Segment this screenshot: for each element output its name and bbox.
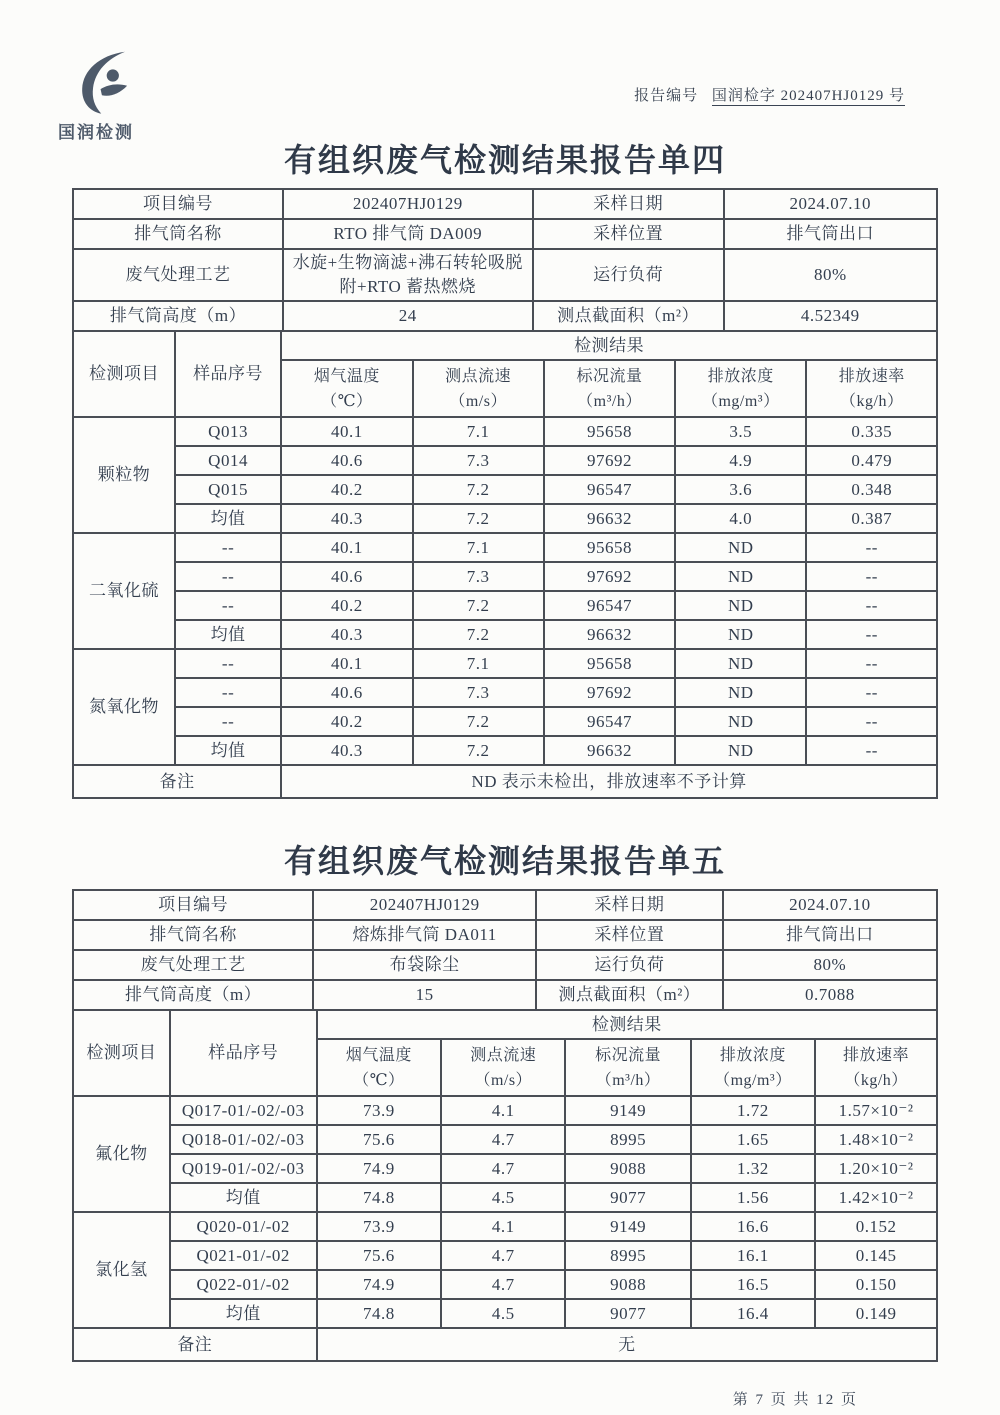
value-cell: ND bbox=[675, 649, 806, 678]
sample-cell: -- bbox=[175, 533, 281, 562]
value-cell: -- bbox=[806, 736, 937, 765]
value-cell: 9077 bbox=[565, 1183, 690, 1212]
value-cell: 40.2 bbox=[281, 475, 412, 504]
info-label-cell: 排气筒高度（m） bbox=[73, 301, 283, 331]
item-header-cell: 检测项目 bbox=[73, 1010, 170, 1096]
value-cell: 1.20×10⁻² bbox=[815, 1154, 937, 1183]
data-row bbox=[73, 475, 937, 504]
value-cell: ND bbox=[675, 562, 806, 591]
info-row bbox=[73, 920, 937, 950]
report-title: 有组织废气检测结果报告单五 bbox=[283, 843, 726, 879]
pollutant-cell: 二氧化硫 bbox=[73, 533, 175, 649]
value-cell: 1.72 bbox=[691, 1096, 815, 1125]
report-info-table bbox=[72, 188, 938, 332]
value-cell: 16.6 bbox=[691, 1212, 815, 1241]
data-row bbox=[73, 649, 937, 678]
value-cell: 16.4 bbox=[691, 1299, 815, 1328]
info-label-cell: 运行负荷 bbox=[536, 950, 723, 980]
column-header-cell: 排放浓度 （mg/m³） bbox=[675, 360, 806, 417]
value-cell: 40.1 bbox=[281, 649, 412, 678]
value-cell: 7.3 bbox=[413, 562, 544, 591]
sample-cell: 均值 bbox=[175, 504, 281, 533]
data-row bbox=[73, 1299, 937, 1328]
value-cell: 73.9 bbox=[317, 1096, 441, 1125]
sample-cell: -- bbox=[175, 562, 281, 591]
value-cell: 4.7 bbox=[441, 1270, 565, 1299]
value-cell: 4.5 bbox=[441, 1299, 565, 1328]
value-cell: -- bbox=[806, 533, 937, 562]
value-cell: -- bbox=[806, 707, 937, 736]
value-cell: -- bbox=[806, 562, 937, 591]
sample-cell: 均值 bbox=[170, 1299, 317, 1328]
value-cell: 0.387 bbox=[806, 504, 937, 533]
info-label-cell: 采样日期 bbox=[533, 189, 724, 219]
value-cell: 97692 bbox=[544, 678, 675, 707]
data-row bbox=[73, 620, 937, 649]
info-row bbox=[73, 980, 937, 1010]
report-number-label: 报告编号 bbox=[634, 88, 699, 104]
results-group-header-cell: 检测结果 bbox=[317, 1010, 937, 1039]
value-cell: -- bbox=[806, 678, 937, 707]
sample-cell: 均值 bbox=[175, 620, 281, 649]
value-cell: 1.57×10⁻² bbox=[815, 1096, 937, 1125]
info-value-cell: 排气筒出口 bbox=[723, 920, 937, 950]
logo-text: 国润检测 bbox=[58, 123, 134, 142]
pollutant-cell: 氯化氢 bbox=[73, 1212, 170, 1328]
info-label-cell: 项目编号 bbox=[73, 189, 283, 219]
info-label-cell: 排气筒名称 bbox=[73, 920, 313, 950]
value-cell: 7.1 bbox=[413, 533, 544, 562]
value-cell: 96632 bbox=[544, 736, 675, 765]
info-value-cell: 80% bbox=[723, 950, 937, 980]
value-cell: 1.65 bbox=[691, 1125, 815, 1154]
info-value-cell: 15 bbox=[313, 980, 536, 1010]
value-cell: 0.479 bbox=[806, 446, 937, 475]
value-cell: 0.348 bbox=[806, 475, 937, 504]
note-row bbox=[73, 1328, 937, 1361]
info-value-cell: 排气筒出口 bbox=[724, 219, 937, 249]
value-cell: 9077 bbox=[565, 1299, 690, 1328]
info-label-cell: 废气处理工艺 bbox=[73, 950, 313, 980]
sample-cell: -- bbox=[175, 707, 281, 736]
value-cell: 1.48×10⁻² bbox=[815, 1125, 937, 1154]
data-row bbox=[73, 736, 937, 765]
pollutant-cell: 氮氧化物 bbox=[73, 649, 175, 765]
value-cell: 40.3 bbox=[281, 620, 412, 649]
info-row bbox=[73, 189, 937, 219]
info-value-cell: RTO 排气筒 DA009 bbox=[283, 219, 533, 249]
value-cell: 96547 bbox=[544, 475, 675, 504]
data-row bbox=[73, 1125, 937, 1154]
info-label-cell: 排气筒高度（m） bbox=[73, 980, 313, 1010]
value-cell: 74.8 bbox=[317, 1299, 441, 1328]
sample-cell: Q021-01/-02 bbox=[170, 1241, 317, 1270]
value-cell: 95658 bbox=[544, 649, 675, 678]
info-label-cell: 采样位置 bbox=[533, 219, 724, 249]
info-label-cell: 采样日期 bbox=[536, 890, 723, 920]
column-header-cell: 烟气温度 （℃） bbox=[281, 360, 412, 417]
value-cell: 9088 bbox=[565, 1154, 690, 1183]
value-cell: 7.2 bbox=[413, 591, 544, 620]
column-header-cell: 标况流量 （m³/h） bbox=[544, 360, 675, 417]
sample-cell: Q013 bbox=[175, 417, 281, 446]
column-header-cell: 测点流速 （m/s） bbox=[441, 1039, 565, 1096]
value-cell: 4.1 bbox=[441, 1212, 565, 1241]
report-number-line bbox=[634, 84, 905, 105]
value-cell: 4.0 bbox=[675, 504, 806, 533]
page-number: 第 7 页 共 12 页 bbox=[732, 1392, 858, 1408]
data-row bbox=[73, 446, 937, 475]
report-info-table bbox=[72, 889, 938, 1011]
logo-swoosh-icon bbox=[72, 50, 140, 116]
value-cell: ND bbox=[675, 736, 806, 765]
value-cell: 4.7 bbox=[441, 1154, 565, 1183]
value-cell: 40.6 bbox=[281, 446, 412, 475]
value-cell: 0.149 bbox=[815, 1299, 937, 1328]
info-value-cell: 202407HJ0129 bbox=[313, 890, 536, 920]
value-cell: 7.2 bbox=[413, 707, 544, 736]
info-value-cell: 水旋+生物滴滤+沸石转轮吸脱附+RTO 蓄热燃烧 bbox=[283, 249, 533, 301]
sample-cell: Q017-01/-02/-03 bbox=[170, 1096, 317, 1125]
value-cell: 40.1 bbox=[281, 533, 412, 562]
value-cell: 40.1 bbox=[281, 417, 412, 446]
note-label-cell: 备注 bbox=[73, 765, 281, 798]
info-value-cell: 4.52349 bbox=[724, 301, 937, 331]
company-logo bbox=[58, 50, 188, 143]
value-cell: ND bbox=[675, 707, 806, 736]
info-label-cell: 废气处理工艺 bbox=[73, 249, 283, 301]
column-header-cell: 标况流量 （m³/h） bbox=[565, 1039, 690, 1096]
report-title: 有组织废气检测结果报告单四 bbox=[283, 142, 726, 178]
value-cell: 73.9 bbox=[317, 1212, 441, 1241]
info-value-cell: 80% bbox=[724, 249, 937, 301]
info-row bbox=[73, 950, 937, 980]
value-cell: 96547 bbox=[544, 707, 675, 736]
value-cell: 96632 bbox=[544, 504, 675, 533]
value-cell: ND bbox=[675, 591, 806, 620]
report-results-table bbox=[72, 330, 938, 799]
info-value-cell: 202407HJ0129 bbox=[283, 189, 533, 219]
info-label-cell: 测点截面积（m²） bbox=[533, 301, 724, 331]
data-row bbox=[73, 1270, 937, 1299]
value-cell: 7.2 bbox=[413, 620, 544, 649]
info-label-cell: 排气筒名称 bbox=[73, 219, 283, 249]
value-cell: 8995 bbox=[565, 1241, 690, 1270]
data-row bbox=[73, 1241, 937, 1270]
pollutant-cell: 颗粒物 bbox=[73, 417, 175, 533]
value-cell: 74.9 bbox=[317, 1270, 441, 1299]
pollutant-cell: 氟化物 bbox=[73, 1096, 170, 1212]
value-cell: 40.6 bbox=[281, 678, 412, 707]
value-cell: 40.3 bbox=[281, 736, 412, 765]
sample-header-cell: 样品序号 bbox=[170, 1010, 317, 1096]
data-row bbox=[73, 678, 937, 707]
value-cell: 1.32 bbox=[691, 1154, 815, 1183]
report-results-table bbox=[72, 1009, 938, 1362]
value-cell: 7.2 bbox=[413, 475, 544, 504]
column-header-cell: 排放浓度 （mg/m³） bbox=[691, 1039, 815, 1096]
sample-cell: -- bbox=[175, 678, 281, 707]
data-row bbox=[73, 591, 937, 620]
report-sheet-4 bbox=[72, 0, 938, 799]
info-label-cell: 采样位置 bbox=[536, 920, 723, 950]
column-header-cell: 排放速率 （kg/h） bbox=[815, 1039, 937, 1096]
value-cell: 16.1 bbox=[691, 1241, 815, 1270]
value-cell: 4.9 bbox=[675, 446, 806, 475]
sample-cell: Q018-01/-02/-03 bbox=[170, 1125, 317, 1154]
value-cell: 40.3 bbox=[281, 504, 412, 533]
value-cell: 7.2 bbox=[413, 736, 544, 765]
sample-cell: Q014 bbox=[175, 446, 281, 475]
info-value-cell: 2024.07.10 bbox=[724, 189, 937, 219]
value-cell: 0.145 bbox=[815, 1241, 937, 1270]
column-header-cell: 测点流速 （m/s） bbox=[413, 360, 544, 417]
value-cell: ND bbox=[675, 533, 806, 562]
value-cell: 74.8 bbox=[317, 1183, 441, 1212]
info-value-cell: 2024.07.10 bbox=[723, 890, 937, 920]
sample-cell: Q022-01/-02 bbox=[170, 1270, 317, 1299]
value-cell: 74.9 bbox=[317, 1154, 441, 1183]
sample-cell: -- bbox=[175, 591, 281, 620]
sample-cell: Q020-01/-02 bbox=[170, 1212, 317, 1241]
data-row bbox=[73, 1212, 937, 1241]
info-value-cell: 24 bbox=[283, 301, 533, 331]
value-cell: 95658 bbox=[544, 533, 675, 562]
value-cell: 7.3 bbox=[413, 678, 544, 707]
data-row bbox=[73, 533, 937, 562]
value-cell: 7.1 bbox=[413, 649, 544, 678]
report-sheet-5 bbox=[72, 799, 938, 1362]
value-cell: 3.6 bbox=[675, 475, 806, 504]
note-value-cell: ND 表示未检出，排放速率不予计算 bbox=[281, 765, 937, 798]
value-cell: 4.7 bbox=[441, 1125, 565, 1154]
value-cell: 96547 bbox=[544, 591, 675, 620]
value-cell: -- bbox=[806, 620, 937, 649]
value-cell: 4.7 bbox=[441, 1241, 565, 1270]
sample-cell: 均值 bbox=[170, 1183, 317, 1212]
value-cell: 75.6 bbox=[317, 1125, 441, 1154]
value-cell: 40.2 bbox=[281, 591, 412, 620]
column-header-cell: 排放速率 （kg/h） bbox=[806, 360, 937, 417]
data-row bbox=[73, 707, 937, 736]
value-cell: 97692 bbox=[544, 446, 675, 475]
value-cell: 7.2 bbox=[413, 504, 544, 533]
data-row bbox=[73, 1096, 937, 1125]
value-cell: 95658 bbox=[544, 417, 675, 446]
value-cell: 0.152 bbox=[815, 1212, 937, 1241]
info-row bbox=[73, 219, 937, 249]
value-cell: -- bbox=[806, 591, 937, 620]
value-cell: 9149 bbox=[565, 1096, 690, 1125]
sample-cell: 均值 bbox=[175, 736, 281, 765]
data-row bbox=[73, 1154, 937, 1183]
value-cell: 4.5 bbox=[441, 1183, 565, 1212]
info-label-cell: 测点截面积（m²） bbox=[536, 980, 723, 1010]
item-header-cell: 检测项目 bbox=[73, 331, 175, 417]
data-row bbox=[73, 417, 937, 446]
results-group-header-cell: 检测结果 bbox=[281, 331, 937, 360]
value-cell: 4.1 bbox=[441, 1096, 565, 1125]
value-cell: -- bbox=[806, 649, 937, 678]
data-row bbox=[73, 1183, 937, 1212]
value-cell: 9088 bbox=[565, 1270, 690, 1299]
data-row bbox=[73, 504, 937, 533]
info-row bbox=[73, 249, 937, 301]
info-label-cell: 运行负荷 bbox=[533, 249, 724, 301]
info-value-cell: 布袋除尘 bbox=[313, 950, 536, 980]
note-label-cell: 备注 bbox=[73, 1328, 317, 1361]
value-cell: ND bbox=[675, 620, 806, 649]
value-cell: 0.150 bbox=[815, 1270, 937, 1299]
value-cell: 40.2 bbox=[281, 707, 412, 736]
results-header-row bbox=[73, 1010, 937, 1039]
value-cell: ND bbox=[675, 678, 806, 707]
value-cell: 7.1 bbox=[413, 417, 544, 446]
note-value-cell: 无 bbox=[317, 1328, 937, 1361]
value-cell: 9149 bbox=[565, 1212, 690, 1241]
value-cell: 97692 bbox=[544, 562, 675, 591]
column-header-cell: 烟气温度 （℃） bbox=[317, 1039, 441, 1096]
sample-header-cell: 样品序号 bbox=[175, 331, 281, 417]
sample-cell: -- bbox=[175, 649, 281, 678]
info-value-cell: 熔炼排气筒 DA011 bbox=[313, 920, 536, 950]
value-cell: 1.42×10⁻² bbox=[815, 1183, 937, 1212]
info-row bbox=[73, 301, 937, 331]
value-cell: 1.56 bbox=[691, 1183, 815, 1212]
report-number-value: 国润检字 202407HJ0129 号 bbox=[711, 88, 905, 104]
value-cell: 96632 bbox=[544, 620, 675, 649]
value-cell: 40.6 bbox=[281, 562, 412, 591]
sample-cell: Q015 bbox=[175, 475, 281, 504]
value-cell: 16.5 bbox=[691, 1270, 815, 1299]
value-cell: 3.5 bbox=[675, 417, 806, 446]
value-cell: 75.6 bbox=[317, 1241, 441, 1270]
results-header-row bbox=[73, 331, 937, 360]
sample-cell: Q019-01/-02/-03 bbox=[170, 1154, 317, 1183]
note-row bbox=[73, 765, 937, 798]
value-cell: 7.3 bbox=[413, 446, 544, 475]
info-label-cell: 项目编号 bbox=[73, 890, 313, 920]
value-cell: 8995 bbox=[565, 1125, 690, 1154]
info-row bbox=[73, 890, 937, 920]
value-cell: 0.335 bbox=[806, 417, 937, 446]
data-row bbox=[73, 562, 937, 591]
info-value-cell: 0.7088 bbox=[723, 980, 937, 1010]
